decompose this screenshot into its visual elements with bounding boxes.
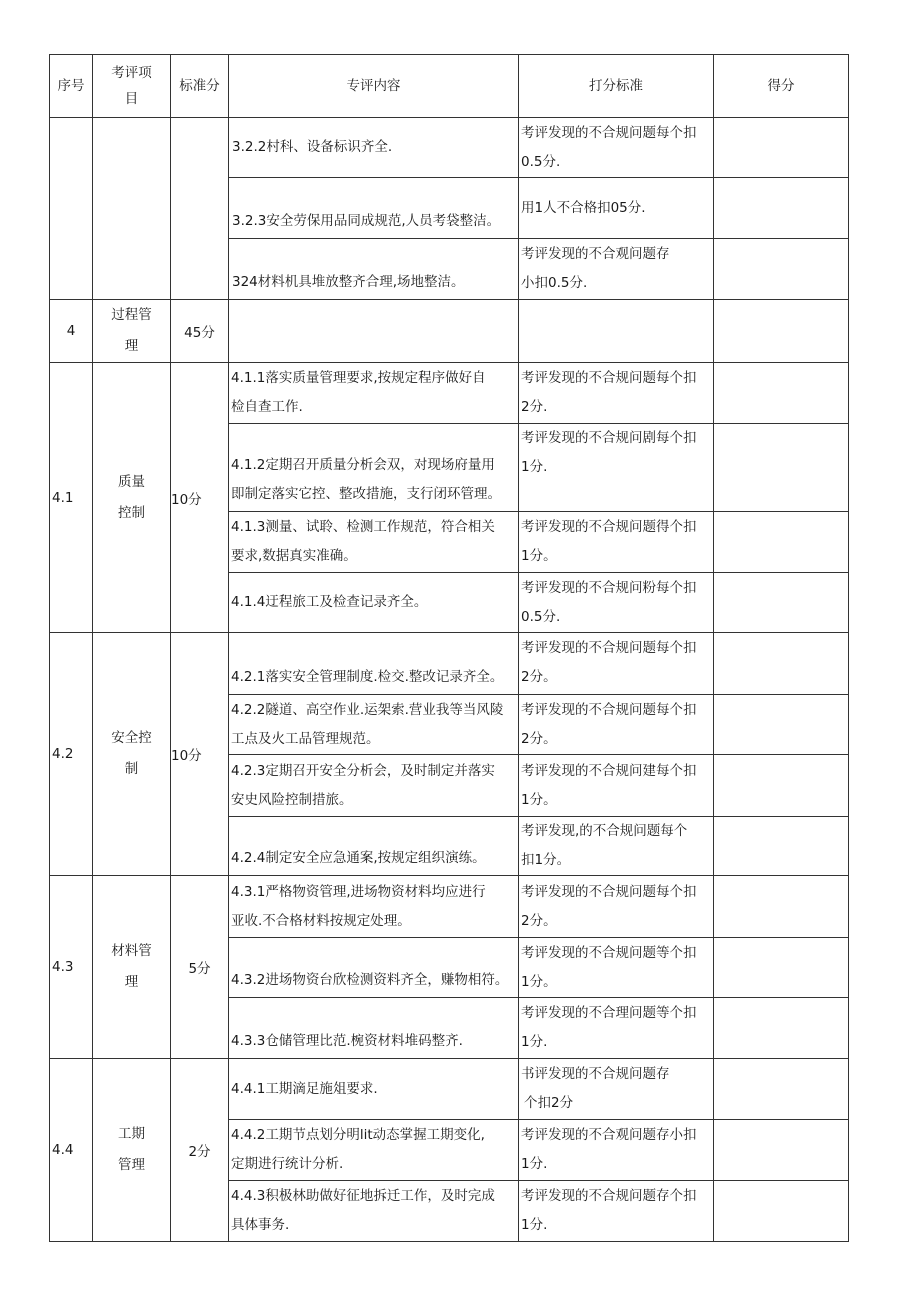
table-row [50,633,849,695]
criteria-cell: 书评发现的不合规问题存 个扣2分 [519,1059,714,1120]
std-cell: 45分 [171,300,229,363]
content-cell: 324材料机具堆放整齐合理,场地整洁。 [229,239,519,300]
header-result: 得分 [714,55,849,118]
criteria-cell: 考评发现的不合观问题存 小扣0.5分. [519,239,714,300]
item-cell: 过程管 理 [93,300,171,363]
no-cell: 4.2 [50,633,93,876]
evaluation-table [49,54,849,1242]
content-cell: 4.2.2隧道、高空作业.运架索.营业我等当风陵 工点及火工品管理规范。 [229,695,519,755]
result-cell [714,938,849,998]
std-cell: 5分 [171,876,229,1059]
criteria-cell: 考评发现的不合规问题每个扣 2分。 [519,695,714,755]
no-cell: 4.4 [50,1059,93,1242]
result-cell [714,300,849,363]
criteria-cell: 考评发现的不合规问题存个扣 1分. [519,1181,714,1242]
result-cell [714,817,849,876]
result-cell [714,633,849,695]
item-cell: 安全控 制 [93,633,171,876]
header-std: 标准分 [171,55,229,118]
content-cell: 4.3.2进场物资台欣检测资料齐全，赚物相符。 [229,938,519,998]
content-cell: 3.2.2村科、设备标识齐全. [229,118,519,178]
content-cell: 4.3.3仓储管理比范.椀资材料堆码整齐. [229,998,519,1059]
header-row [50,55,849,118]
header-content: 专评内容 [229,55,519,118]
table-row [50,876,849,938]
header-item: 考评项目 [93,55,171,118]
content-cell: 4.3.1严格物资管理,进场物资材料均应进行 亚收.不合格材料按规定处理。 [229,876,519,938]
result-cell [714,424,849,512]
criteria-cell: 考评发现的不合规问题每个扣 2分。 [519,876,714,938]
content-cell: 3.2.3安全劳保用品同成规范,人员考袋整洁。 [229,178,519,239]
std-cell: 2分 [171,1059,229,1242]
content-cell: 4.1.4迂程旅工及检查记录齐全。 [229,573,519,633]
content-cell [229,300,519,363]
criteria-cell: 考评发现的不合规问题每个扣 2分。 [519,633,714,695]
result-cell [714,1181,849,1242]
content-cell: 4.2.3定期召开安全分析会，及时制定并落实 安史风险控制措旅。 [229,755,519,817]
result-cell [714,118,849,178]
result-cell [714,1120,849,1181]
std-cell: 10分 [171,633,229,876]
std-cell [171,118,229,300]
table-row [50,363,849,424]
header-no: 序号 [50,55,93,118]
std-cell: 10分 [171,363,229,633]
content-cell: 4.4.2工期节点划分明lit动态掌握工期变化, 定期进行统计分析. [229,1120,519,1181]
table-row [50,1059,849,1120]
criteria-cell: 考评发现的不合规问题等个扣 1分。 [519,938,714,998]
criteria-cell: 考评发现的不合规问剧每个扣 1分. [519,424,714,512]
no-cell [50,118,93,300]
content-cell: 4.4.3积极林助做好征地拆迁工作，及时完成 具体事务. [229,1181,519,1242]
no-cell: 4 [50,300,93,363]
no-cell: 4.3 [50,876,93,1059]
criteria-cell: 考评发现的不合规问粉每个扣 0.5分. [519,573,714,633]
result-cell [714,363,849,424]
item-cell: 工期 管理 [93,1059,171,1242]
criteria-cell: 考评发现,的不合规问题每个 扣1分。 [519,817,714,876]
content-cell: 4.2.1落实安全管理制度.检交.整改记录齐全。 [229,633,519,695]
criteria-cell: 考评发现的不合规问题得个扣 1分。 [519,512,714,573]
result-cell [714,1059,849,1120]
content-cell: 4.4.1工期滴足施俎要求. [229,1059,519,1120]
result-cell [714,876,849,938]
item-cell [93,118,171,300]
content-cell: 4.2.4制定安全应急通案,按规定组织演练。 [229,817,519,876]
criteria-cell: 考评发现的不合观问题存小扣 1分. [519,1120,714,1181]
criteria-cell: 考评发现的不合规问题每个扣 2分. [519,363,714,424]
result-cell [714,239,849,300]
result-cell [714,512,849,573]
item-cell: 质量 控制 [93,363,171,633]
item-cell: 材料管 理 [93,876,171,1059]
no-cell: 4.1 [50,363,93,633]
criteria-cell [519,300,714,363]
result-cell [714,178,849,239]
content-cell: 4.1.1落实质量管理要求,按规定程序做好自 检自查工作. [229,363,519,424]
criteria-cell: 考评发现的不合理问题等个扣 1分. [519,998,714,1059]
criteria-cell: 考评发现的不合规问建每个扣 1分。 [519,755,714,817]
table-row [50,118,849,178]
result-cell [714,755,849,817]
criteria-cell: 考评发现的不合规问题每个扣 0.5分. [519,118,714,178]
result-cell [714,573,849,633]
header-criteria: 打分标准 [519,55,714,118]
content-cell: 4.1.3测量、试聆、检测工作规范，符合相关 要求,数据真实准确。 [229,512,519,573]
criteria-cell: 用1人不合格扣05分. [519,178,714,239]
content-cell: 4.1.2定期召开质量分析会双，对现场府量用 即制定落实它控、整改措施，支行闭环管理。 [229,424,519,512]
table-row [50,300,849,363]
result-cell [714,695,849,755]
result-cell [714,998,849,1059]
